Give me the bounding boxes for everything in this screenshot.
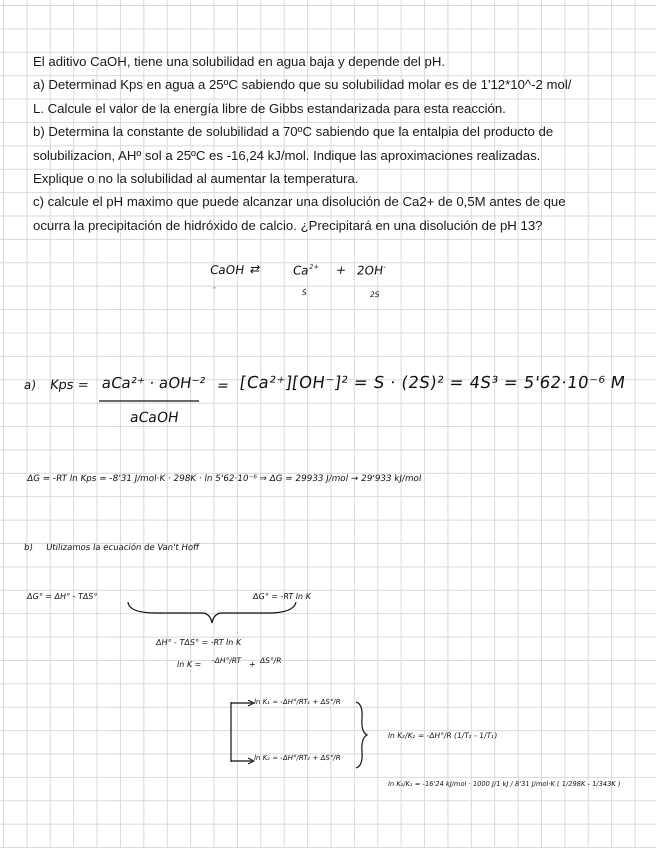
kps-lhs: Kps = xyxy=(48,378,90,393)
activity-numerator: aCa²⁺ · aOH⁻² xyxy=(100,374,207,392)
statement-line: b) Determina la constante de solubilidad a 70ºC sabiendo que la entalpia del producto de xyxy=(33,124,554,140)
fraction-bar xyxy=(98,399,200,403)
lnk-lhs: ln K = xyxy=(176,660,202,669)
lnk-term2: ΔS°/R xyxy=(259,656,283,665)
vant-hoff-substituted: ln K₂/K₁ = -16'24 kJ/mol · 1000 J/1 kJ / 8'31 J/mol·K ( 1/298K - 1/343K ) xyxy=(387,780,621,788)
reactant-below: - xyxy=(212,283,217,292)
vant-hoff-intro: Utilizamos la ecuación de Van't Hoff xyxy=(45,543,200,553)
statement-line: El aditivo CaOH, tiene una solubilidad en agua baja y depende del pH. xyxy=(33,54,446,69)
right-brace-icon xyxy=(353,700,369,770)
concentration-expression: [Ca²⁺][OH⁻]² = S · (2S)² = 4S³ = 5'62·10⁻⁶ M xyxy=(238,373,627,392)
reactant: CaOH xyxy=(209,263,246,277)
statement-line: c) calcule el pH maximo que puede alcanzar una disolución de Ca2+ de 0,5M antes de que xyxy=(33,194,566,210)
anion-below: 2S xyxy=(369,290,381,299)
equals-sign: = xyxy=(215,378,230,394)
part-b-label: b) xyxy=(23,543,34,553)
statement-line: a) Determinad Kps en agua a 25ºC sabiendo que su solubilidad molar es de 1'12*10^-2 mol/ xyxy=(33,77,572,93)
gibbs-enthalpy-eq: ΔG° = ΔH° - TΔS° xyxy=(26,592,98,601)
part-a-label: a) xyxy=(23,378,38,392)
lnk-term1: -ΔH°/RT xyxy=(211,656,242,665)
lnk2-eq: ln K₂ = -ΔH°/RT₂ + ΔS°/R xyxy=(253,754,342,762)
equilibrium-arrow-icon: ⇄ xyxy=(249,262,262,276)
activity-denominator: aCaOH xyxy=(128,410,180,426)
anion: 2OH- xyxy=(355,263,387,278)
problem-statement xyxy=(33,50,633,237)
cation-below: S xyxy=(301,288,308,297)
plus-sign: + xyxy=(335,263,348,277)
combined-eq: ΔH° - TΔS° = -RT ln K xyxy=(155,638,242,647)
vant-hoff-result: ln K₂/K₁ = -ΔH°/R (1/T₂ - 1/T₁) xyxy=(387,731,498,740)
gibbs-lnk-eq: ΔG° = -RT ln K xyxy=(252,592,312,601)
statement-line: Explique o no la solubilidad al aumentar la temperatura. xyxy=(33,171,359,187)
brace-icon xyxy=(126,600,298,626)
cation: $Ca^{2+}$ xyxy=(291,263,320,278)
lnk-plus: + xyxy=(248,660,257,669)
gibbs-energy-calc: ΔG = -RT ln Kps = -8'31 J/mol·K · 298K · ln 5'62·10⁻⁶ ⇒ ΔG = 29933 J/mol → 29'933 kJ/mol xyxy=(26,474,422,484)
statement-line: ocurra la precipitación de hidróxido de calcio. ¿Precipitará en una disolución de pH 13? xyxy=(33,217,543,233)
statement-line: solubilizacion, AHº sol a 25ºC es -16,24 kJ/mol. Indique las aproximaciones realizadas. xyxy=(33,147,541,163)
lnk1-eq: ln K₁ = -ΔH°/RT₁ + ΔS°/R xyxy=(253,698,342,706)
statement-line: L. Calcule el valor de la energía libre de Gibbs estandarizada para esta reacción. xyxy=(33,100,506,116)
